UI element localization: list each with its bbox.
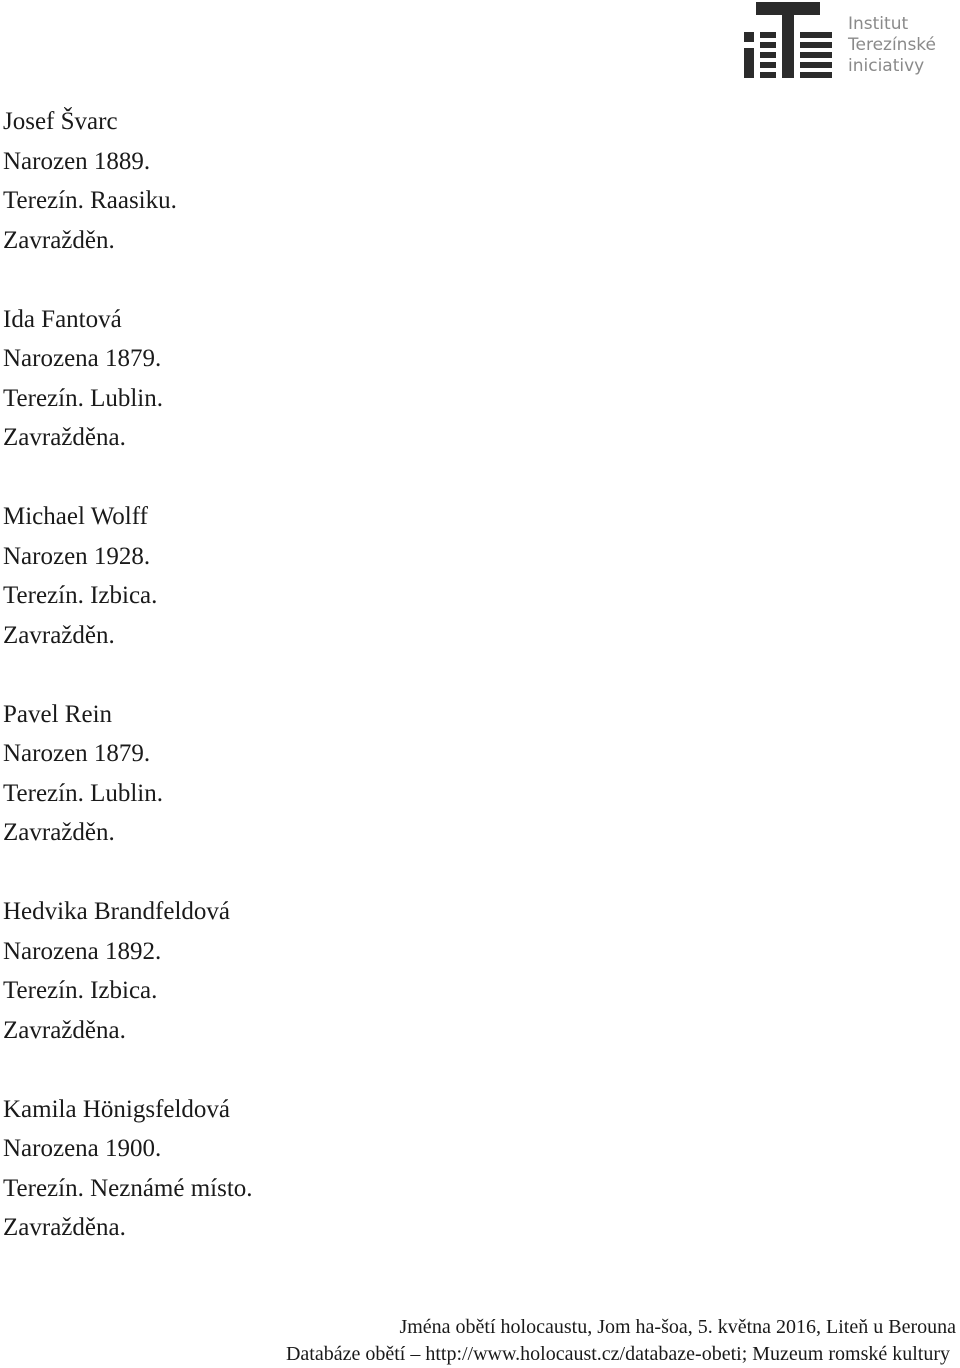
victim-entry [3,695,723,853]
victim-places: Terezín. Lublin. [3,779,163,807]
institute-logo [744,2,960,80]
victim-fate: Zavražděn. [3,621,115,649]
victim-born: Narozen 1928. [3,542,151,570]
victim-entry [3,102,723,260]
victim-born: Narozena 1879. [3,345,162,372]
victim-places: Terezín. Neznámé místo. [3,1174,253,1202]
victim-born: Narozena 1892. [3,937,162,965]
victim-entry [3,300,723,458]
victim-places: Terezín. Izbica. [3,977,158,1004]
page-footer [286,1314,956,1368]
victim-fate: Zavražděn. [3,819,115,846]
victim-list [3,102,723,1287]
footer-source-line: Databáze obětí – http://www.holocaust.cz/databaze-obeti; Muzeum romské kultury [285,1343,950,1365]
logo-line-institut: Institut [848,14,909,34]
logo-line-iniciativy: iniciativy [848,56,925,76]
footer-event-line: Jména obětí holocaustu, Jom ha-šoa, 5. května 2016, Liteň u Berouna [399,1316,956,1338]
victim-entry [3,497,723,655]
victim-fate: Zavražděna. [3,1214,126,1241]
victim-places: Terezín. Lublin. [3,384,163,412]
victim-born: Narozena 1900. [3,1135,162,1162]
victim-born: Narozen 1889. [3,147,151,175]
victim-name: Ida Fantová [3,305,122,333]
victim-fate: Zavražděna. [3,1016,126,1044]
iti-logo-icon [744,2,832,78]
victim-name: Hedvika Brandfeldová [3,898,231,925]
victim-name: Pavel Rein [3,700,113,728]
victim-fate: Zavražděn. [3,226,115,254]
victim-entry [3,892,723,1050]
victim-fate: Zavražděna. [3,424,126,451]
victim-name: Kamila Hönigsfeldová [3,1095,231,1123]
logo-line-terezinske: Terezínské [848,35,937,55]
logo-text [848,14,936,77]
victim-name: Michael Wolff [3,503,148,530]
victim-born: Narozen 1879. [3,740,151,767]
victim-name: Josef Švarc [3,108,118,135]
victim-places: Terezín. Raasiku. [3,187,177,214]
victim-entry [3,1090,723,1248]
victim-places: Terezín. Izbica. [3,582,158,609]
